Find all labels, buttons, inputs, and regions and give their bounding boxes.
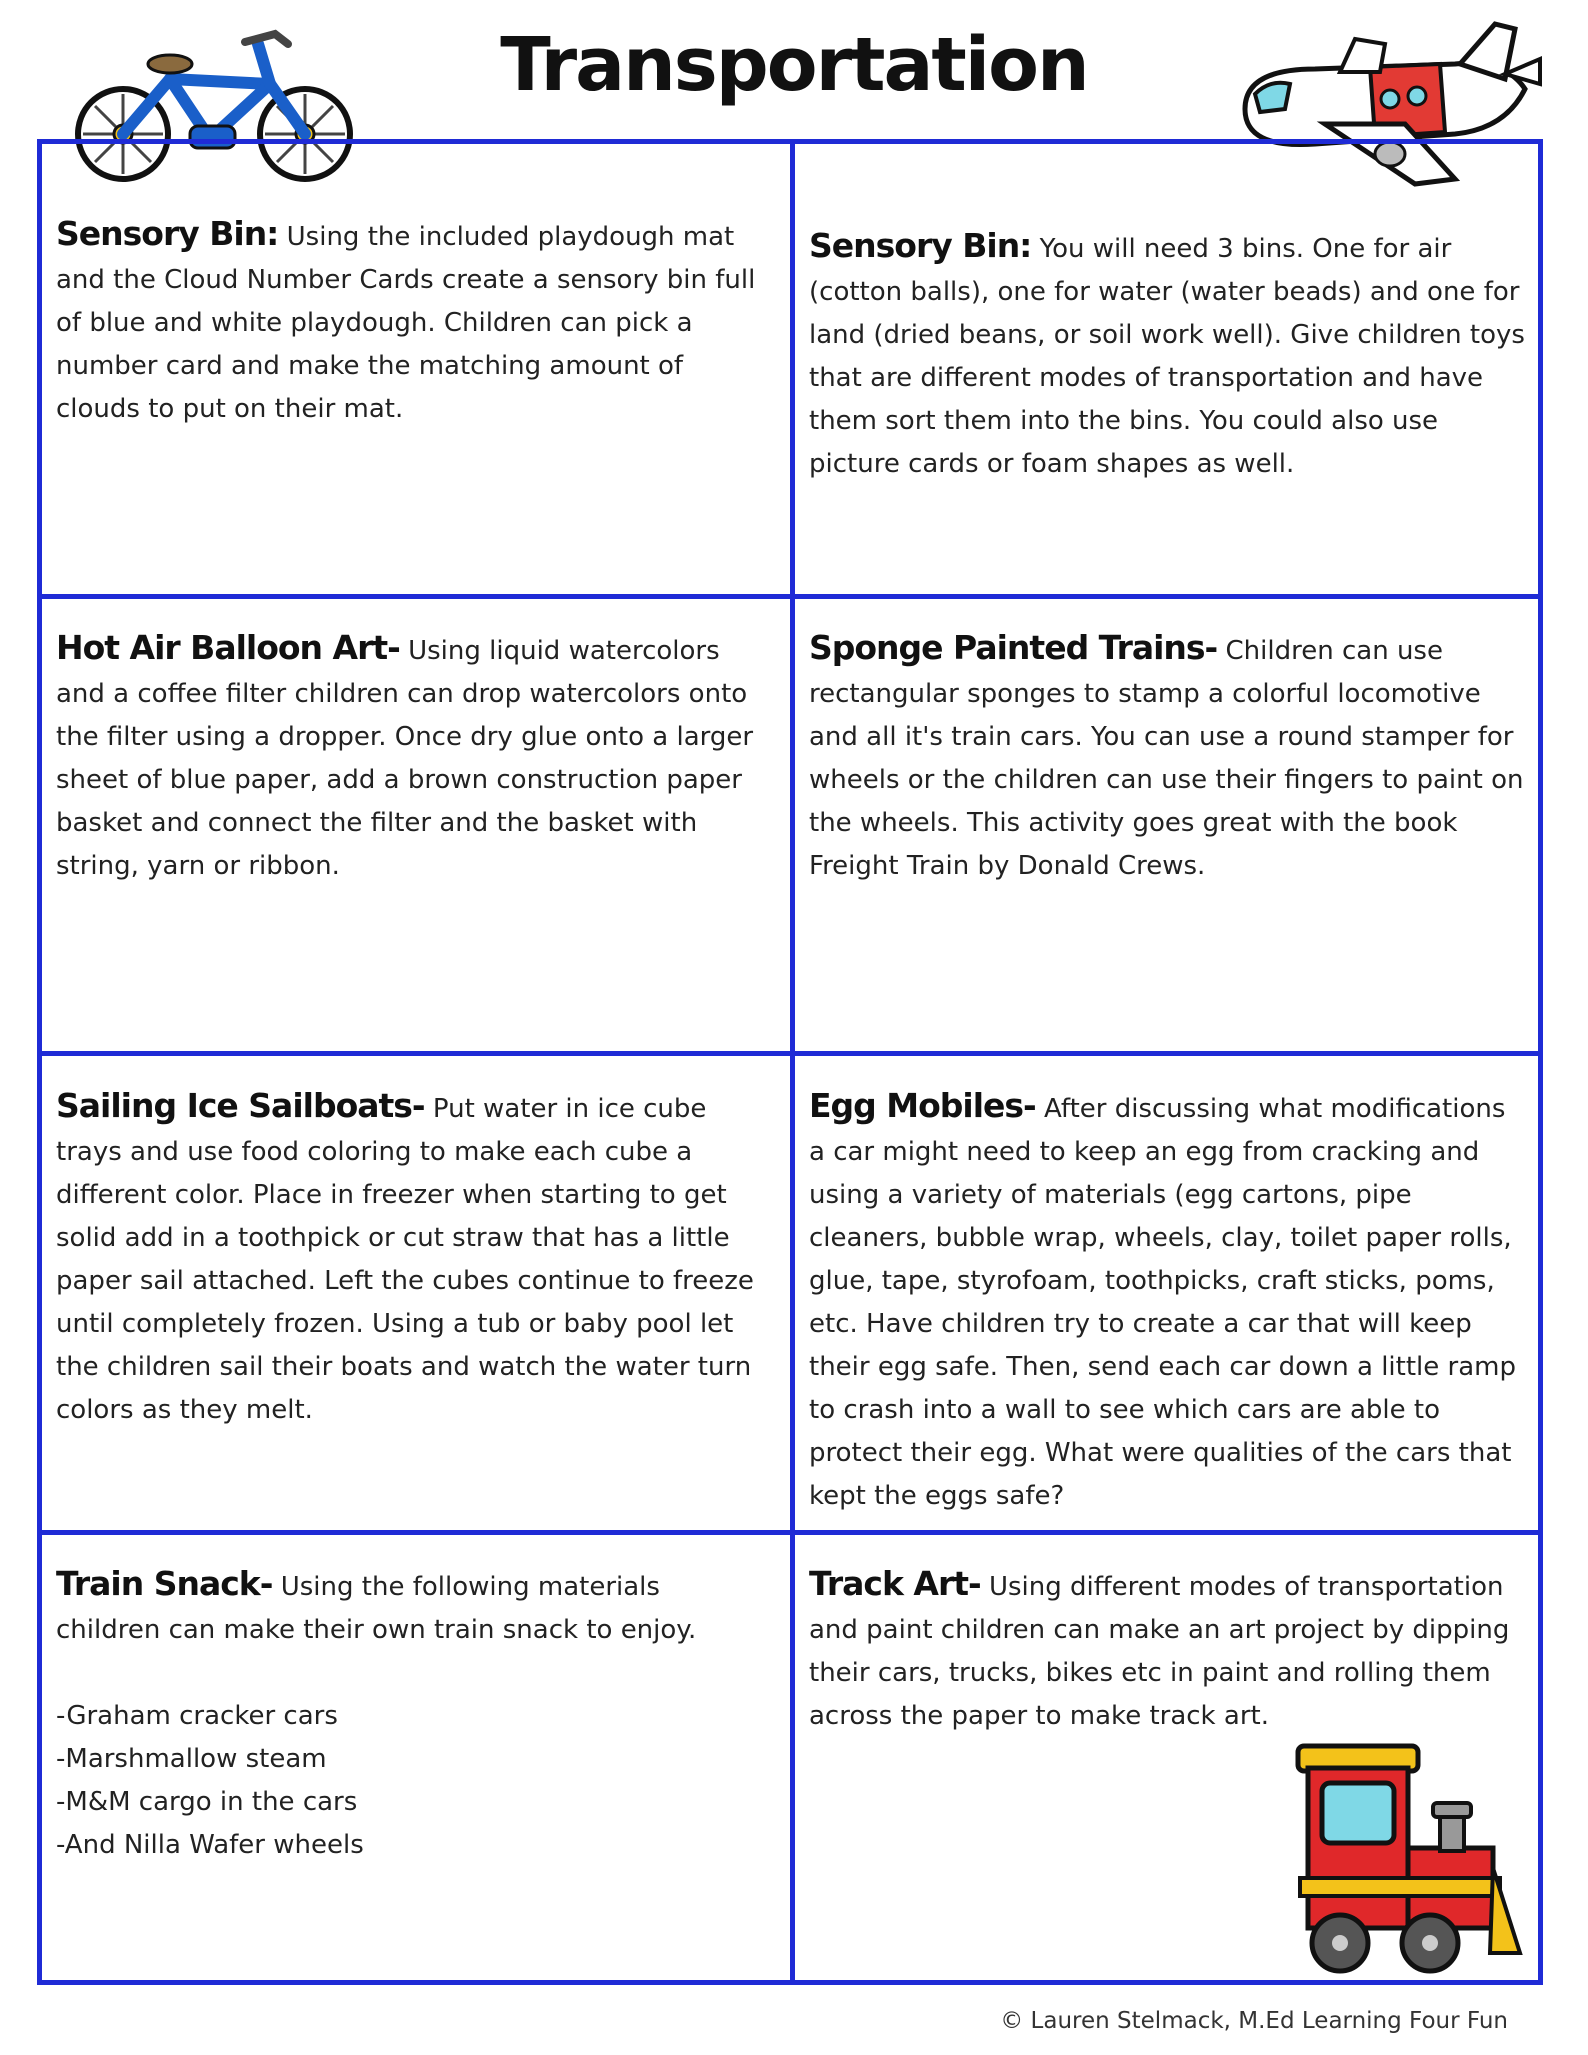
activity-cell <box>795 1562 1543 1738</box>
activity-heading: Egg Mobiles- <box>809 1086 1036 1125</box>
activity-text: Using different modes of transportation and paint children can make an art project by dipping their cars, trucks, bikes etc in paint and rolling them across the paper to make track art. <box>809 1572 1510 1731</box>
activity-cell <box>795 1084 1543 1518</box>
activity-heading: Sponge Painted Trains- <box>809 628 1218 667</box>
activity-grid <box>37 139 1543 1985</box>
activity-cell <box>795 626 1543 888</box>
train-illustration <box>1290 1738 1525 1983</box>
activity-text: Children can use rectangular sponges to stamp a colorful locomotive and all it's train cars. You can use a round stamper for wheels or the children can use their fingers to paint on the wheels. This activity goes great with the book Freight Train by Donald Crews. <box>809 636 1524 881</box>
activity-text: You will need 3 bins. One for air (cotton balls), one for water (water beads) and one for land (dried beans, or soil work well). Give children toys that are different modes of transportation and have them sort them into the bins. You could also use picture cards or foam shapes as well. <box>809 234 1525 479</box>
grid-row-divider <box>42 1051 1538 1056</box>
activity-cell <box>42 212 790 431</box>
activity-text: After discussing what modifications a car might need to keep an egg from cracking and using a variety of materials (egg cartons, pipe cleaners, bubble wrap, wheels, clay, toilet paper rolls, glue, tape, styrofoam, toothpicks, craft sticks, poms, etc. Have children try to create a car that will keep their egg safe. Then, send each car down a little ramp to crash into a wall to see which cars are able to protect their egg. What were qualities of the cars that kept the eggs safe? <box>809 1094 1516 1511</box>
activity-text: Using the included playdough mat and the Cloud Number Cards create a sensory bin full of blue and white playdough. Children can pick a number card and make the matching amount of clouds to put on their mat. <box>56 222 756 424</box>
activity-heading: Train Snack- <box>56 1564 273 1603</box>
list-item: -Marshmallow steam <box>56 1744 327 1774</box>
activity-heading: Hot Air Balloon Art- <box>56 628 400 667</box>
activity-cell <box>42 1084 790 1432</box>
snack-list <box>56 1695 772 1867</box>
activity-heading: Sensory Bin: <box>56 214 279 253</box>
copyright-footer: © Lauren Stelmack, M.Ed Learning Four Fun <box>1000 2008 1508 2034</box>
grid-row-divider <box>42 1530 1538 1535</box>
activity-text: Using the following materials children can make their own train snack to enjoy. <box>56 1572 697 1645</box>
activity-cell <box>42 626 790 888</box>
activity-heading: Sailing Ice Sailboats- <box>56 1086 425 1125</box>
page-title: Transportation <box>500 22 1088 108</box>
list-item: -Graham cracker cars <box>56 1701 338 1731</box>
list-item: -M&M cargo in the cars <box>56 1787 358 1817</box>
activity-text: Put water in ice cube trays and use food coloring to make each cube a different color. Place in freezer when starting to get solid add in a toothpick or cut straw that has a little paper sail attached. Left the cubes continue to freeze until completely frozen. Using a tub or baby pool let the children sail their boats and watch the water turn colors as they melt. <box>56 1094 754 1425</box>
activity-heading: Track Art- <box>809 1564 981 1603</box>
activity-text: Using liquid watercolors and a coffee filter children can drop watercolors onto the filter using a dropper. Once dry glue onto a larger sheet of blue paper, add a brown construction paper basket and connect the filter and the basket with string, yarn or ribbon. <box>56 636 754 881</box>
list-item: -And Nilla Wafer wheels <box>56 1830 364 1860</box>
activity-heading: Sensory Bin: <box>809 226 1032 265</box>
activity-cell <box>795 224 1543 486</box>
activity-cell <box>42 1562 790 1867</box>
grid-row-divider <box>42 594 1538 599</box>
